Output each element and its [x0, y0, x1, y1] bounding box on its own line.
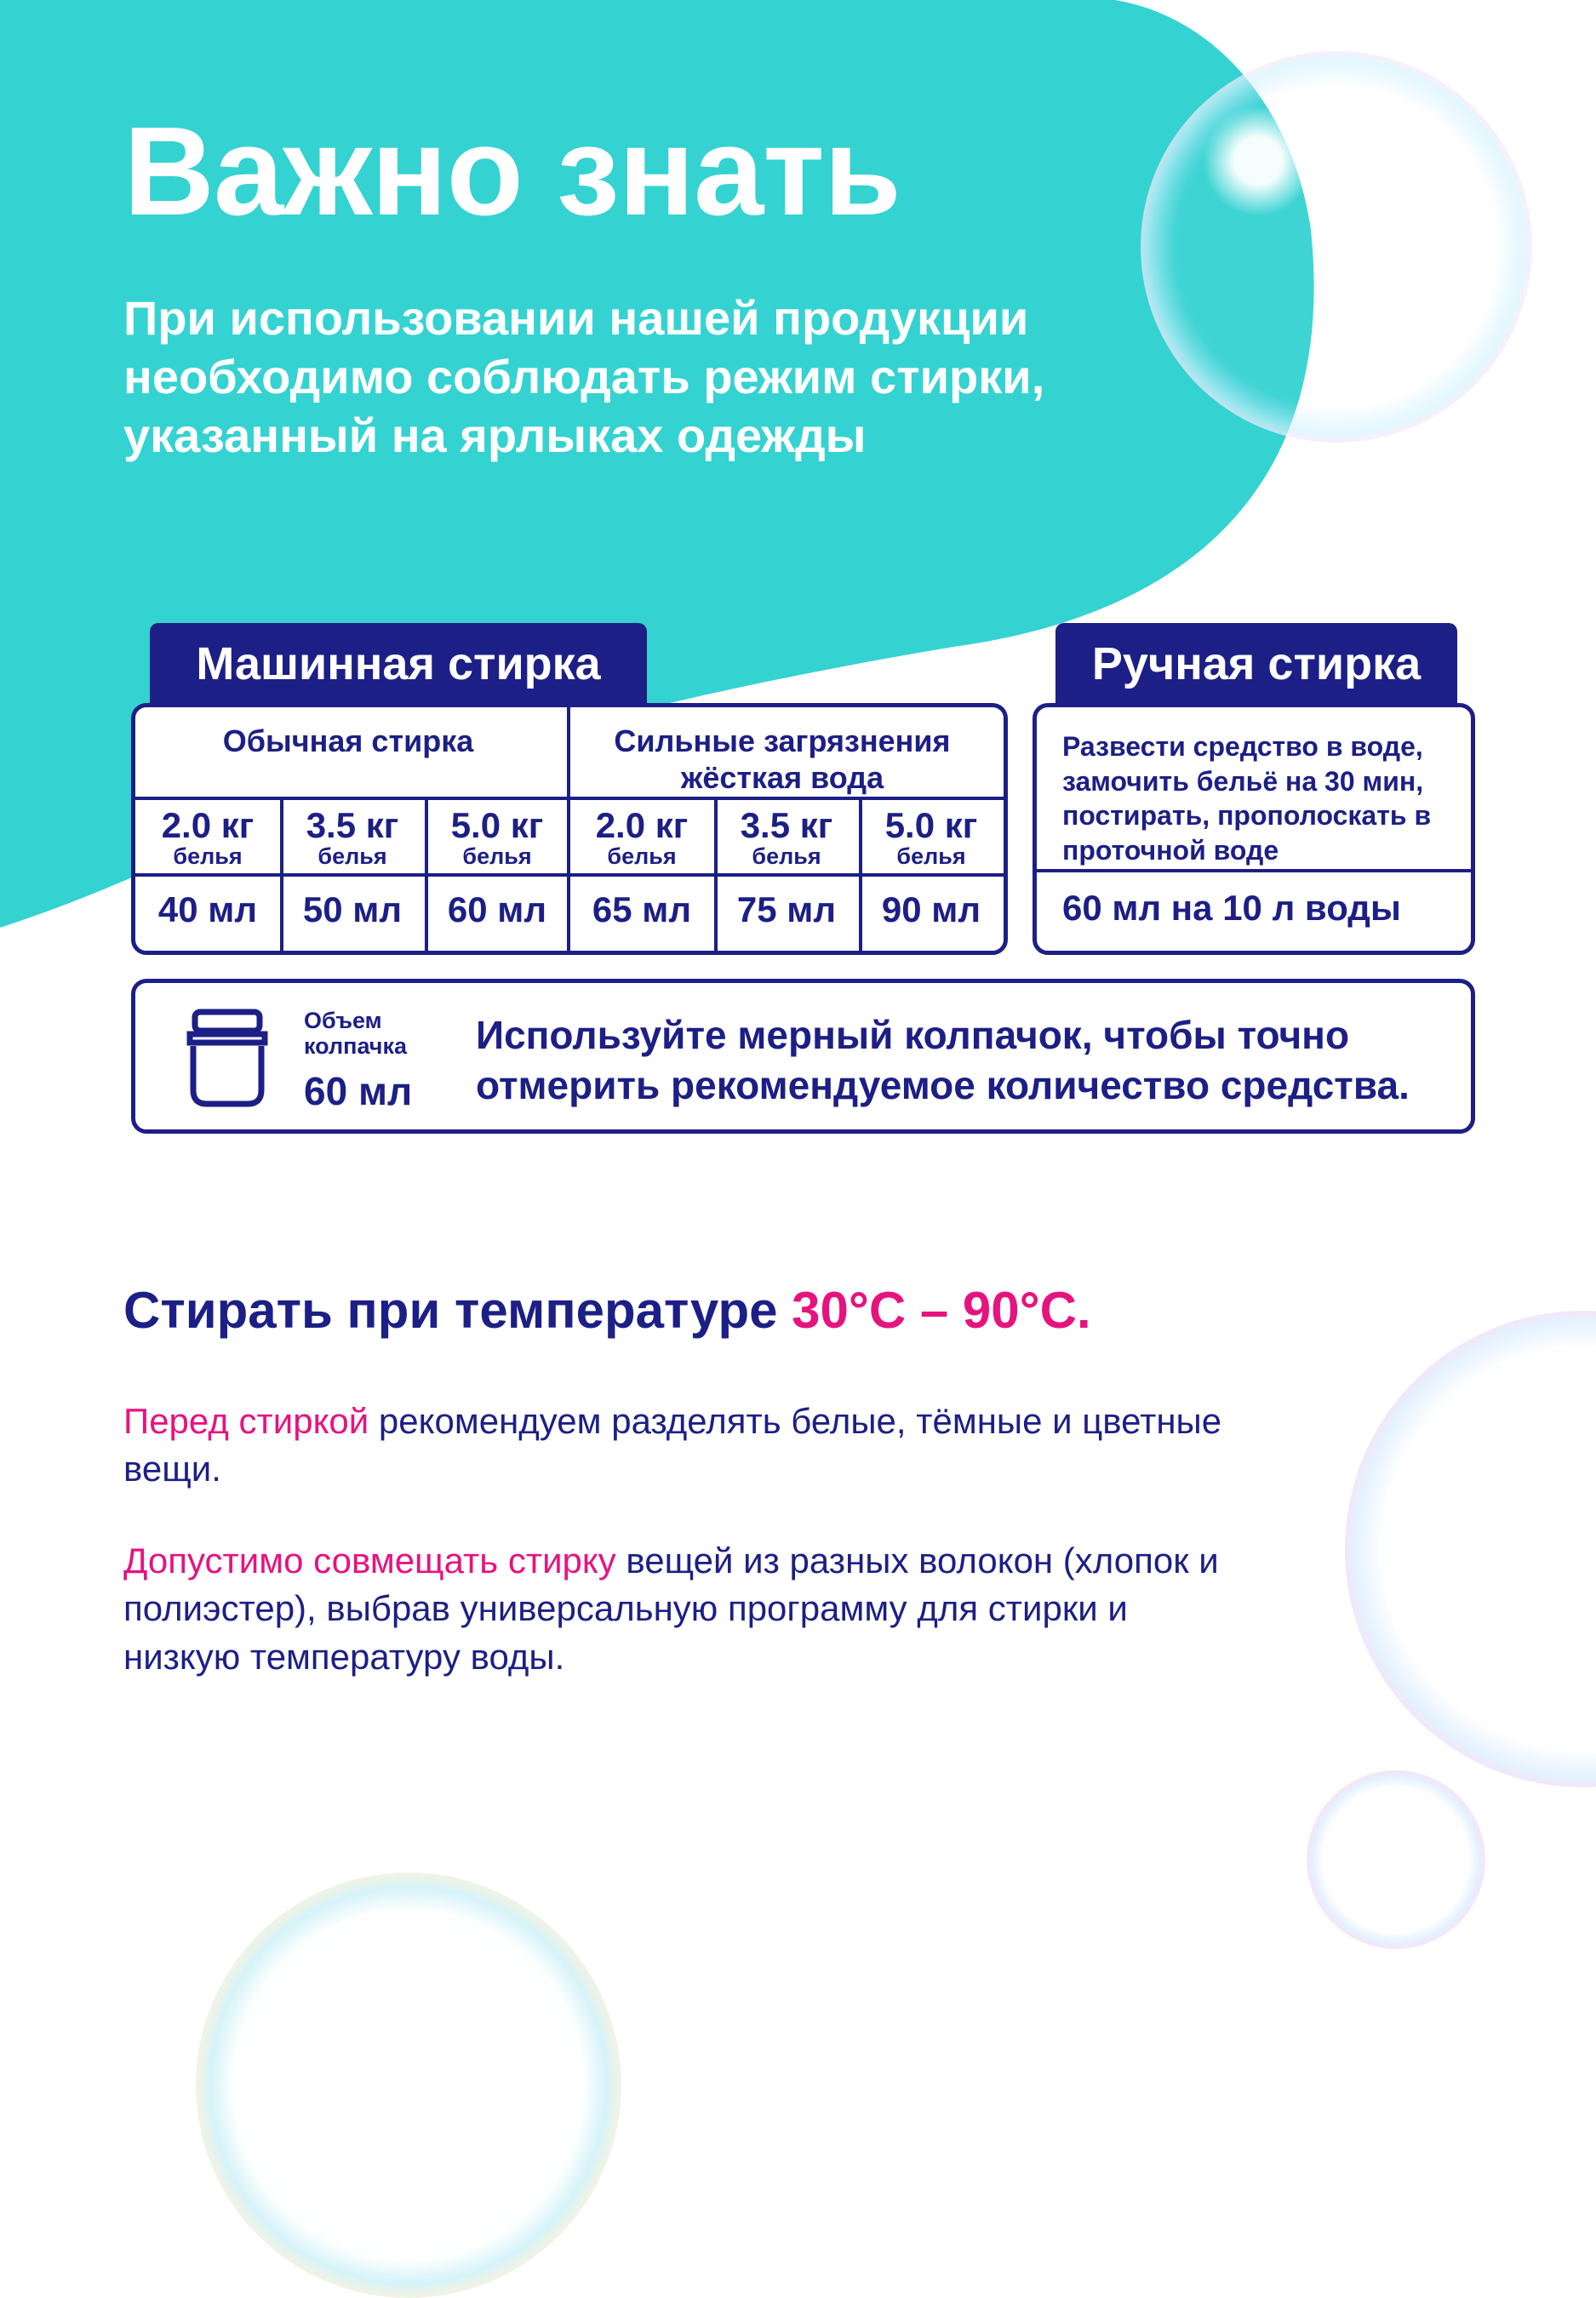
cap-usage-text: Используйте мерный колпачок, чтобы точно отмерить рекомендуемое количество средства. — [476, 1013, 1410, 1107]
temperature-range: 30°C – 90°C. — [792, 1282, 1091, 1339]
temperature-line — [123, 1281, 1091, 1340]
load-weight: 2.0 кг — [595, 805, 689, 845]
load-cell — [714, 805, 859, 869]
load-weight: 5.0 кг — [450, 805, 544, 845]
load-weight: 3.5 кг — [740, 805, 833, 845]
soap-bubble-small — [1307, 1770, 1485, 1949]
tip-text: вещей из разных волокон (хлопок и полиэстер), выбрав универсальную программу для стирки и низкую температуру воды. — [123, 1541, 1219, 1677]
machine-wash-tab: Машинная стирка — [150, 623, 647, 705]
load-weight: 3.5 кг — [306, 805, 399, 845]
measuring-cap-icon — [185, 1009, 270, 1109]
machine-wash-table — [131, 703, 1008, 955]
load-unit: белья — [462, 843, 532, 869]
load-cell — [859, 805, 1004, 869]
load-unit: белья — [173, 843, 243, 869]
hand-wash-box — [1033, 703, 1475, 955]
dose-cell: 65 мл — [592, 889, 692, 929]
tip-highlight: Допустимо совмещать стирку — [123, 1541, 616, 1581]
tip-mixing — [123, 1537, 1230, 1681]
temperature-prefix: Стирать при температуре — [123, 1282, 792, 1339]
dosage-grid — [135, 707, 1004, 951]
hand-wash-dose: 60 мл на 10 л воды — [1062, 888, 1401, 928]
page-title: Важно знать — [123, 101, 901, 242]
soap-bubble-right — [1345, 1311, 1596, 1787]
load-cell — [280, 805, 425, 869]
dose-cell: 50 мл — [302, 889, 403, 929]
load-cell — [569, 805, 714, 869]
dose-cell: 40 мл — [157, 889, 258, 929]
tip-text: рекомендуем разделять белые, тёмные и цветные вещи. — [123, 1401, 1222, 1489]
soap-bubble-top — [1141, 51, 1532, 443]
hand-wash-instructions: Развести средство в воде, замочить бельё на 30 мин, постирать, прополоскать в проточной воде — [1062, 731, 1432, 866]
cap-volume-label: Объем колпачка — [304, 1008, 407, 1059]
dose-cell: 60 мл — [447, 889, 547, 929]
load-weight: 5.0 кг — [884, 805, 978, 845]
load-unit: белья — [752, 843, 821, 869]
measuring-cap-box — [131, 979, 1475, 1134]
soap-bubble-bottom — [196, 1872, 621, 2298]
group-header-heavy: Сильные загрязнения жёсткая вода — [614, 723, 951, 796]
tip-highlight: Перед стиркой — [123, 1401, 369, 1441]
tip-sorting — [123, 1398, 1230, 1494]
load-weight: 2.0 кг — [161, 805, 255, 845]
group-header-normal: Обычная стирка — [222, 723, 474, 758]
hand-wash-tab: Ручная стирка — [1055, 623, 1457, 705]
intro-text: При использовании нашей продукции необходимо соблюдать режим стирки, указанный на ярлыках одежды — [123, 291, 1045, 462]
row-divider — [1037, 869, 1471, 872]
dose-cell: 75 мл — [736, 889, 837, 929]
load-cell — [425, 805, 569, 869]
load-cell — [135, 805, 280, 869]
load-unit: белья — [896, 843, 966, 869]
load-unit: белья — [607, 843, 677, 869]
cap-volume-value: 60 мл — [304, 1069, 413, 1113]
dose-cell: 90 мл — [881, 889, 981, 929]
load-unit: белья — [317, 843, 387, 869]
